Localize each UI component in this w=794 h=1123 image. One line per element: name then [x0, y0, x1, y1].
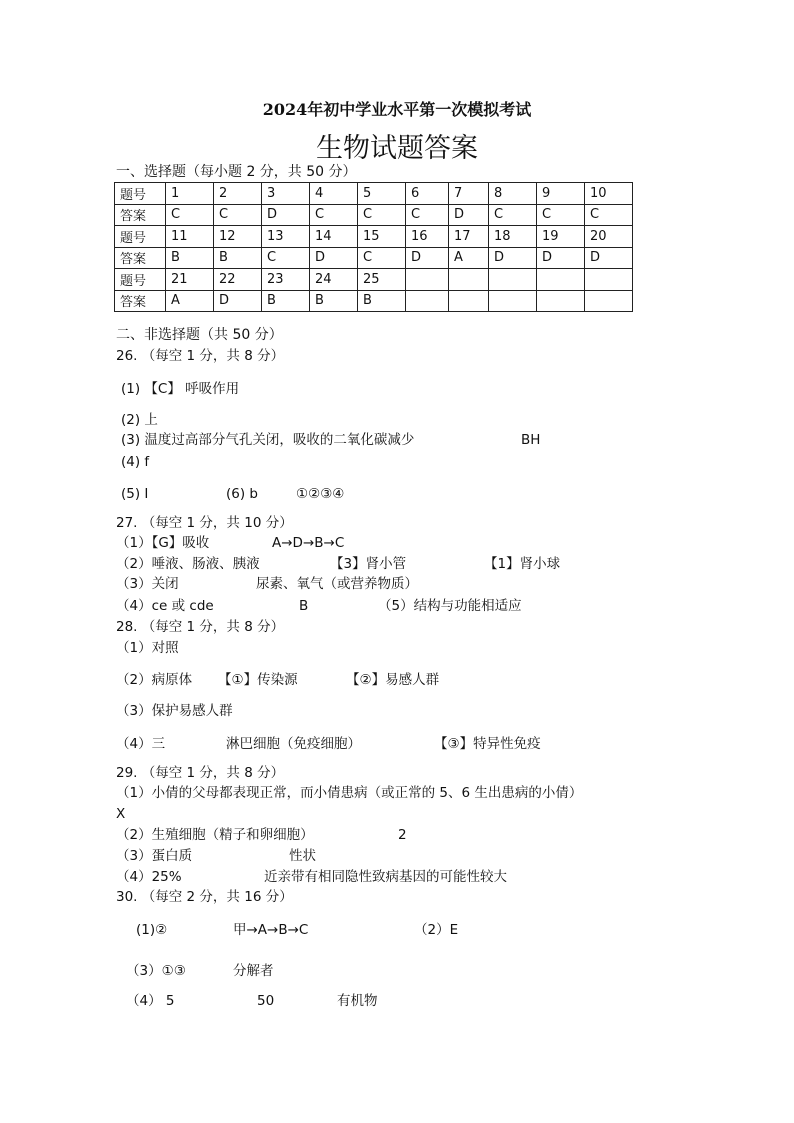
table-cell: C	[262, 247, 310, 269]
q29-line-3: （3）蛋白质	[116, 848, 193, 864]
q27-line-4-b: B	[299, 598, 309, 614]
table-row	[115, 183, 633, 205]
q29-header: 29. （每空 1 分，共 8 分）	[116, 765, 285, 781]
table-cell: D	[489, 247, 537, 269]
table-cell: B	[262, 290, 310, 312]
q26-line-2: (2) 上	[121, 412, 158, 428]
table-cell: 25	[358, 269, 406, 291]
table-cell	[585, 269, 633, 291]
table-cell: C	[585, 204, 633, 226]
table-cell: B	[310, 290, 358, 312]
table-cell	[537, 269, 585, 291]
q30-line-3-b: 分解者	[233, 963, 274, 979]
table-cell: 3	[262, 183, 310, 205]
q28-line-3: （3）保护易感人群	[116, 703, 233, 719]
q28-line-4-c: 【③】特异性免疫	[434, 736, 541, 752]
section-2-heading: 二、非选择题（共 50 分）	[116, 327, 283, 343]
table-cell: 7	[449, 183, 489, 205]
q27-line-4: （4）ce 或 cde	[116, 598, 214, 614]
table-cell	[489, 269, 537, 291]
table-row	[115, 226, 633, 248]
table-cell: B	[358, 290, 406, 312]
q29-line-1-x: X	[116, 806, 126, 822]
table-cell	[449, 290, 489, 312]
row-label: 答案	[115, 204, 166, 226]
q27-line-2-c: 【1】肾小球	[484, 556, 561, 572]
answer-table	[114, 182, 633, 312]
q26-line-5: (5) Ⅰ	[121, 486, 149, 502]
table-cell: D	[310, 247, 358, 269]
q28-line-2-b: 【①】传染源	[218, 672, 298, 688]
q30-line-2: （2）E	[414, 922, 459, 938]
table-cell: 18	[489, 226, 537, 248]
q29-line-4: （4）25%	[116, 869, 182, 885]
q27-line-2-b: 【3】肾小管	[330, 556, 407, 572]
table-cell	[585, 290, 633, 312]
q27-header: 27. （每空 1 分，共 10 分）	[116, 515, 293, 531]
section-1-heading: 一、选择题（每小题 2 分，共 50 分）	[116, 164, 357, 180]
table-row	[115, 247, 633, 269]
table-cell: 19	[537, 226, 585, 248]
table-cell: C	[489, 204, 537, 226]
table-cell	[406, 290, 449, 312]
table-cell: 11	[166, 226, 214, 248]
q26-line-6: (6) b	[226, 486, 258, 502]
table-cell: 21	[166, 269, 214, 291]
exam-subtitle: 生物试题答案	[316, 133, 478, 164]
q30-line-1: (1)②	[136, 922, 168, 938]
table-cell: 12	[214, 226, 262, 248]
table-cell: 22	[214, 269, 262, 291]
row-label: 答案	[115, 247, 166, 269]
table-cell: 6	[406, 183, 449, 205]
table-cell: 13	[262, 226, 310, 248]
table-cell: 17	[449, 226, 489, 248]
table-cell: D	[406, 247, 449, 269]
q28-line-4-b: 淋巴细胞（免疫细胞）	[226, 736, 361, 752]
row-label: 题号	[115, 269, 166, 291]
q26-line-3: (3) 温度过高部分气孔关闭，吸收的二氧化碳减少	[121, 432, 415, 448]
row-label: 答案	[115, 290, 166, 312]
table-cell: D	[449, 204, 489, 226]
table-cell	[406, 269, 449, 291]
exam-title: 2024年初中学业水平第一次模拟考试	[262, 100, 532, 119]
table-cell: A	[166, 290, 214, 312]
q28-line-1: （1）对照	[116, 640, 179, 656]
q26-line-3-answer: BH	[521, 432, 541, 448]
table-cell: D	[537, 247, 585, 269]
table-cell: C	[166, 204, 214, 226]
table-cell: 8	[489, 183, 537, 205]
q29-line-4-b: 近亲带有相同隐性致病基因的可能性较大	[264, 869, 507, 885]
q28-header: 28. （每空 1 分，共 8 分）	[116, 619, 285, 635]
row-label: 题号	[115, 183, 166, 205]
table-cell: D	[214, 290, 262, 312]
table-cell: C	[358, 247, 406, 269]
table-cell	[537, 290, 585, 312]
q30-line-4: （4） 5	[126, 993, 175, 1009]
q27-line-1-b: A→D→B→C	[272, 535, 345, 551]
table-cell: 10	[585, 183, 633, 205]
table-cell: 4	[310, 183, 358, 205]
table-cell: C	[358, 204, 406, 226]
table-cell: D	[262, 204, 310, 226]
q26-header: 26. （每空 1 分，共 8 分）	[116, 348, 285, 364]
table-cell: 15	[358, 226, 406, 248]
table-cell: 24	[310, 269, 358, 291]
table-cell	[489, 290, 537, 312]
table-cell: C	[310, 204, 358, 226]
table-cell: A	[449, 247, 489, 269]
q27-line-1: （1）【G】吸收	[116, 535, 210, 551]
table-cell: 16	[406, 226, 449, 248]
table-cell	[449, 269, 489, 291]
table-cell: 5	[358, 183, 406, 205]
q30-line-1-b: 甲→A→B→C	[233, 922, 309, 938]
table-cell: 9	[537, 183, 585, 205]
table-row	[115, 204, 633, 226]
table-cell: C	[214, 204, 262, 226]
table-cell: B	[214, 247, 262, 269]
q27-line-3: （3）关闭	[116, 576, 179, 592]
row-label: 题号	[115, 226, 166, 248]
q28-line-4: （4）三	[116, 736, 166, 752]
table-cell: 23	[262, 269, 310, 291]
q29-line-1: （1）小倩的父母都表现正常，而小倩患病（或正常的 5、6 生出患病的小倩）	[116, 785, 583, 801]
table-row	[115, 290, 633, 312]
q27-line-2: （2）唾液、肠液、胰液	[116, 556, 260, 572]
q29-line-2: （2）生殖细胞（精子和卵细胞）	[116, 827, 314, 843]
q26-line-4: (4) f	[121, 454, 150, 470]
table-cell: B	[166, 247, 214, 269]
q26-line-1: (1) 【C】 呼吸作用	[121, 381, 240, 397]
q30-line-3: （3）①③	[126, 963, 186, 979]
table-cell: 2	[214, 183, 262, 205]
table-cell: D	[585, 247, 633, 269]
q30-line-4-b: 50	[257, 993, 275, 1009]
table-cell: C	[537, 204, 585, 226]
q29-line-2-b: 2	[398, 827, 407, 843]
q30-line-4-c: 有机物	[337, 993, 378, 1009]
q29-line-3-b: 性状	[289, 848, 316, 864]
table-cell: 1	[166, 183, 214, 205]
table-cell: 20	[585, 226, 633, 248]
q28-line-2-c: 【②】易感人群	[346, 672, 440, 688]
table-cell: C	[406, 204, 449, 226]
q27-line-3-b: 尿素、氧气（或营养物质）	[256, 576, 418, 592]
q27-line-5: （5）结构与功能相适应	[378, 598, 522, 614]
table-cell: 14	[310, 226, 358, 248]
q26-line-6-answer: ①②③④	[296, 486, 345, 502]
q28-line-2: （2）病原体	[116, 672, 193, 688]
table-row	[115, 269, 633, 291]
q30-header: 30. （每空 2 分，共 16 分）	[116, 889, 293, 905]
